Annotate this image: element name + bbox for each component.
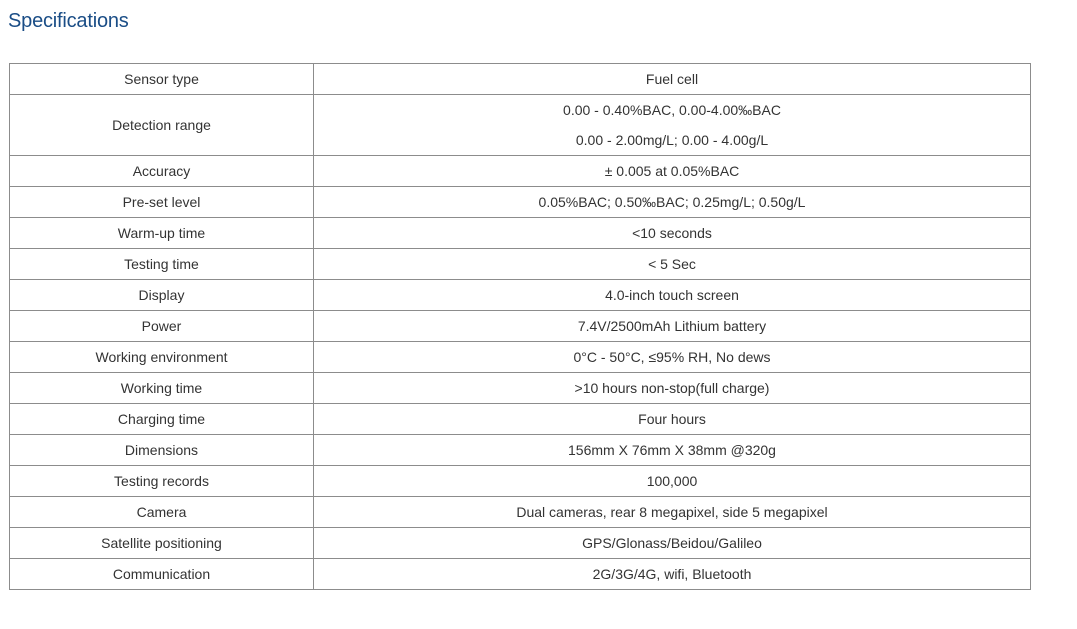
spec-row [10,95,1031,156]
spec-row [10,249,1031,280]
spec-row [10,187,1031,218]
spec-label: Sensor type [10,64,314,95]
spec-label: Warm-up time [10,218,314,249]
spec-value-line: 7.4V/2500mAh Lithium battery [577,318,767,334]
spec-value-line: 100,000 [646,473,698,489]
spec-value [314,187,1031,218]
spec-label: Accuracy [10,156,314,187]
spec-label: Power [10,311,314,342]
specifications-table-body [10,64,1031,590]
spec-label: Detection range [10,95,314,156]
spec-value [314,559,1031,590]
spec-row [10,404,1031,435]
spec-row [10,342,1031,373]
spec-value [314,249,1031,280]
spec-value-line: 0.00 - 2.00mg/L; 0.00 - 4.00g/L [575,132,769,148]
spec-value [314,466,1031,497]
spec-row [10,466,1031,497]
spec-row [10,528,1031,559]
spec-value-line: Dual cameras, rear 8 megapixel, side 5 megapixel [516,504,828,520]
spec-label: Pre-set level [10,187,314,218]
spec-value-line: < 5 Sec [648,256,696,272]
spec-value [314,528,1031,559]
spec-value [314,280,1031,311]
spec-row [10,311,1031,342]
page-title: Specifications [8,10,129,32]
spec-label: Display [10,280,314,311]
spec-value-line: ± 0.005 at 0.05%BAC [604,163,740,179]
spec-row [10,373,1031,404]
spec-value [314,342,1031,373]
spec-row [10,218,1031,249]
spec-value [314,156,1031,187]
spec-row [10,64,1031,95]
spec-row [10,435,1031,466]
spec-label: Testing time [10,249,314,280]
spec-value-line: 4.0-inch touch screen [605,287,739,303]
spec-label: Working time [10,373,314,404]
spec-value-line: 0.05%BAC; 0.50‰BAC; 0.25mg/L; 0.50g/L [538,194,806,210]
spec-label: Working environment [10,342,314,373]
spec-value-line: 0°C - 50°C, ≤95% RH, No dews [573,349,771,365]
spec-value [314,373,1031,404]
spec-label: Communication [10,559,314,590]
spec-label: Camera [10,497,314,528]
spec-row [10,497,1031,528]
spec-value [314,95,1031,156]
spec-value-line: Four hours [638,411,706,427]
spec-value-line: <10 seconds [632,225,712,241]
spec-value [314,497,1031,528]
spec-value-line: Fuel cell [645,71,699,87]
spec-value [314,404,1031,435]
specifications-table [9,63,1031,590]
spec-label: Charging time [10,404,314,435]
spec-value [314,435,1031,466]
spec-value-line: GPS/Glonass/Beidou/Galileo [582,535,762,551]
spec-value-line: 0.00 - 0.40%BAC, 0.00-4.00‰BAC [563,102,781,118]
spec-value-line: 156mm X 76mm X 38mm @320g [568,442,776,458]
spec-row [10,280,1031,311]
spec-row [10,156,1031,187]
spec-label: Satellite positioning [10,528,314,559]
spec-label: Dimensions [10,435,314,466]
spec-row [10,559,1031,590]
spec-label: Testing records [10,466,314,497]
spec-value [314,218,1031,249]
spec-value [314,311,1031,342]
spec-value-line: >10 hours non-stop(full charge) [574,380,770,396]
spec-value [314,64,1031,95]
spec-value-line: 2G/3G/4G, wifi, Bluetooth [592,566,752,582]
